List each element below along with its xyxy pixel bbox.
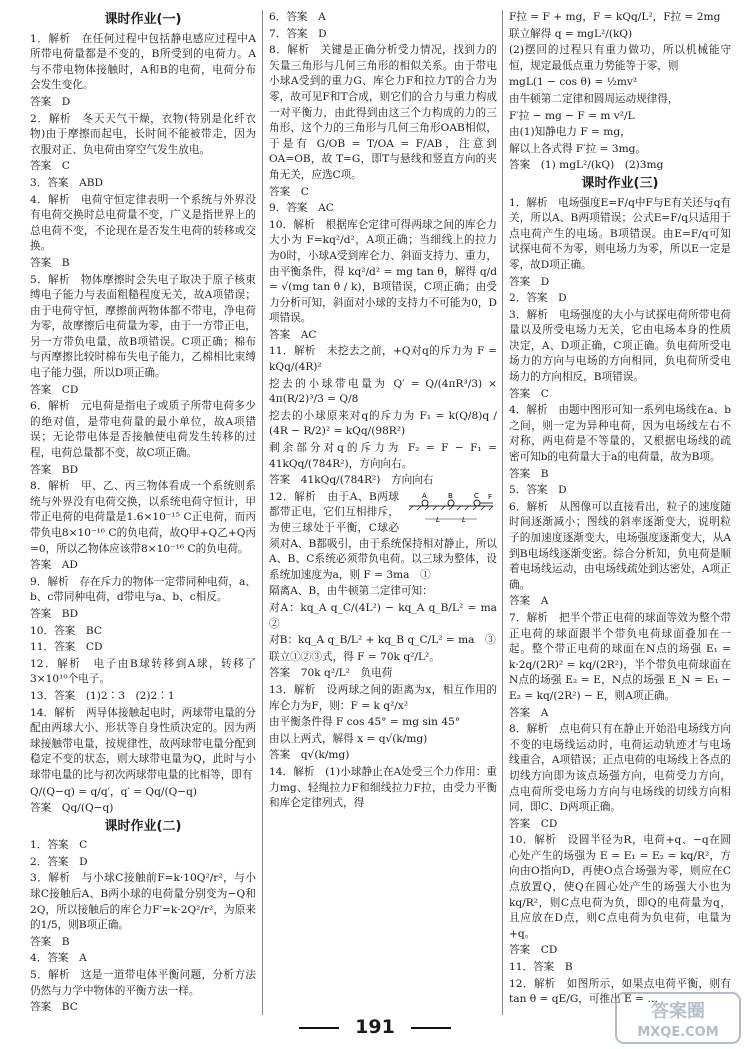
answer-item: 13．答案 (1)2∶3 (2)2∶1 <box>30 689 175 702</box>
answer-item: 7．解析 把半个带正电荷的球面等效为整个带正电荷的球面跟半个带负电荷球面叠加在一起。整个带正电荷的球面在N点的场强 E₁ = k·2q/(2R)² = kq/(2R²)，半个带负电荷球面在N点的场强 E₂ = E，N点的场强 E_N = E₁ − E₂ = kq/(2R²) − E，则A项正确。 <box>509 611 731 702</box>
answer-item: 答案 C <box>269 185 309 198</box>
answer-item: 5．解析 物体摩擦时会失电子取决于原子核束缚电子能力与表面粗糙程度无关，故A项错误；由于电荷守恒，摩擦前两物体都不带电，净电荷为零，故摩擦后电荷量为零，由于一方带正电，另一方带负电量，故B项错误。C项正确；棉布与丙摩擦比较时棉布失电子能力，乙棉相比束缚电子能力强，所以D项正确。 <box>30 273 256 380</box>
answer-item: 13．解析 设两球之间的距离为x，相互作用的库仑力为F，则：F = k q²/x² <box>269 683 497 712</box>
answer-item: 答案 D <box>509 275 550 288</box>
answer-item: 答案 CD <box>509 944 558 957</box>
answer-item: 5．解析 这是一道带电体平衡问题，分析方法仍然与力学中物体的平衡方法一样。 <box>30 969 256 997</box>
answer-item: 由平衡条件得 F cos 45° = mg sin 45° <box>269 716 461 729</box>
answer-item: 11．答案 B <box>509 961 573 974</box>
answer-item: 对A：kq_A q_C/(4L²) − kq_A q_B/L² = ma ② <box>269 601 508 630</box>
answer-item: 答案 C <box>30 160 70 173</box>
answer-list-2 <box>30 838 256 1016</box>
answer-item: 联立解得 q = mgL²/(kQ) <box>509 27 633 40</box>
answer-item: 答案 A <box>509 706 549 719</box>
answer-item: 9．解析 存在斥力的物体一定带同种电荷，a、b、c带同种电荷，d带电与a、b、c相反。 <box>30 575 256 604</box>
answer-item: 1．解析 在任何过程中包括静电感应过程中A所带电荷量都是不变的，B所受到的电荷力。A与不带电物体接触时，A和B的电荷，电荷分布会发生变化。 <box>30 32 256 92</box>
label-a: A <box>422 491 427 500</box>
answer-item: Q/(Q−q) = q/q′，q′ = Qq/(Q−q) <box>30 785 198 798</box>
watermark-logo <box>614 991 742 1045</box>
answer-item: 答案 BC <box>30 1001 78 1014</box>
answer-item: 4．答案 A <box>30 952 87 965</box>
answer-item: 2．答案 D <box>30 855 88 868</box>
answer-item: 9．答案 AC <box>269 202 334 215</box>
answer-item: 10．解析 设圆半径为R，电荷+q、−q在圆心处产生的场强为 E = E₁ = E₂ = kq/R²，方向由O指向D，再使O点合场强为零，则应在C点放置Q，使Q在圆心处产生的场强大小也为kq/R²，则C点电荷为负，即Q的电荷量为q，且应放在D点，则C点电荷为负电荷，电量为+q。 <box>509 834 731 940</box>
answer-item: (2)摆回的过程只有重力做功，所以机械能守恒，规定最低点重力势能等于零，则 <box>509 44 731 72</box>
label-c: C <box>474 491 479 500</box>
footer-rule-right <box>411 1027 451 1029</box>
answer-item: 14．解析 两导体接触起电时，两球带电量的分配由两球大小、形状等自身性质决定的。因为两球接触带电量，按规律性，故两球带电量分配到稳定不变的状态，则大球带电量为Q，此时与小球带电量的比与初次两球带电量的比相等，即有 <box>30 706 256 781</box>
answer-item: 6．解析 元电荷是指电子或质子所带电荷多少的绝对值，是带电荷量的最小单位，故A项错误；无论带电体是否接触使电荷发生转移的过程，电荷总量都不变，故C项正确。 <box>30 400 256 460</box>
answer-item: 答案 BD <box>30 607 79 620</box>
section-title-1: 课时作业(一) <box>104 12 182 27</box>
answer-item: 答案 B <box>30 935 70 948</box>
answer-item: 答案 q√(k/mg) <box>269 749 350 762</box>
answer-item: 解以上各式得 F′拉 = 3mg。 <box>509 142 647 155</box>
answer-item: 答案 A <box>509 595 549 608</box>
answer-item: 10．答案 BC <box>30 624 102 637</box>
answer-list-1 <box>30 32 256 817</box>
answer-item: 12．解析 如图所示，如果点电荷平衡，则有 tan θ = qE/G，可推出 E = … <box>509 977 731 1006</box>
answer-item: 2．解析 冬天天气干燥，衣物(特别是化纤衣物)由于摩擦而起电，长时间不能被带走，因为衣服对正、负电荷由穿空气发生放电。 <box>30 112 256 156</box>
answer-item: 答案 C <box>509 387 549 400</box>
answer-item: 答案 (1) mgL²/(kQ) (2)3mg <box>509 159 664 172</box>
answer-item: 由以上两式，解得 x = q√(k/mg) <box>269 732 428 745</box>
answer-item: 12．解析 电子由B球转移到A球，转移了3×10¹⁰个电子。 <box>30 657 256 686</box>
answer-item: 14．解析 (1)小球静止在A处受三个力作用：重力mg、轻绳拉力F和细线拉力F拉，由受力平衡和库仑定律列式，得 <box>269 765 497 810</box>
column-middle <box>262 10 508 1015</box>
answer-item: 4．解析 电荷守恒定律表明一个系统与外界没有电荷交换时总电荷量不变，广义是指世界上的总电荷不变，不论现在是否发生电荷的转移或交换。 <box>30 193 256 253</box>
column-left <box>30 10 256 1015</box>
section-title-3: 课时作业(三) <box>581 175 659 191</box>
answer-item: mgL(1 − cos θ) = ½mv² <box>509 76 638 89</box>
answer-item: 1．答案 C <box>30 839 88 852</box>
answer-item: 答案 D <box>30 95 71 108</box>
answer-item: 答案 70k q²/L² 负电荷 <box>269 667 393 680</box>
answer-item: 12．解析 由于A、B两球都带正电，它们互相排斥，为使三球处于平衡，C球必须对A、B都吸引，由于系统保持相对静止，所以A、B、C系统必须带负电荷。以三球为整体，设系统加速度为a，则 F = 3ma ① <box>269 490 497 581</box>
answer-item: 4．解析 由题中图形可知一系列电场线在a、b之间，则一定为异种电荷，因为电场线左右不对称，两电荷是不等量的，又根据电场线的疏密可知b的电荷量大于a的电荷量，故为B项。 <box>509 404 731 464</box>
answer-item: 6．答案 A <box>269 11 326 23</box>
section-title-2: 课时作业(二) <box>104 818 182 834</box>
answer-item: 答案 B <box>509 467 549 480</box>
answer-item: 答案 CD <box>30 383 79 396</box>
answer-item: 答案 Qq/(Q−q) <box>30 802 114 815</box>
answer-item: 答案 BD <box>30 463 79 476</box>
answer-item: 剩余部分对q的斥力为 F₂ = F − F₁ = 41kQq/(784R²)，方向向右。 <box>269 442 497 470</box>
page-number: 191 <box>355 1016 395 1038</box>
answer-item: 11．答案 CD <box>30 641 103 654</box>
answer-item: 8．解析 甲、乙、丙三物体看成一个系统则系统与外界没有电荷交换，以系统电荷守恒计，甲带正电荷的电荷量是1.6×10⁻¹⁵ C正电荷，而丙带负电8×10⁻¹⁶ C的负电荷，故Q甲+Q乙+Q丙=0，所以乙物体应该带8×10⁻¹⁶ C的负电荷。 <box>30 480 256 555</box>
answer-item: 11．解析 未挖去之前，+Q对q的斥力为 F = kQq/(4R)² <box>269 345 497 374</box>
answer-item: 由(1)知静电力 F = mg， <box>509 126 631 139</box>
answer-item: 挖去的小球带电量为 Q′ = Q/(4πR³/3) × 4π(R/2)³/3 = Q/8 <box>269 377 497 406</box>
answer-item: 答案 41kQq/(784R²) 方向向右 <box>269 474 434 487</box>
answer-item: 由牛顿第二定律和圆周运动规律得， <box>509 92 679 105</box>
answer-item: 7．答案 D <box>269 27 327 40</box>
answer-item: 答案 CD <box>509 817 558 830</box>
answer-item: 5．答案 D <box>509 484 567 497</box>
hatching <box>409 506 493 510</box>
answer-item: 2．答案 D <box>509 292 567 305</box>
label-l1: L <box>436 515 440 524</box>
answer-item: 3．答案 ABD <box>30 176 104 189</box>
watermark-title: 答案圈 <box>651 1001 705 1022</box>
label-b: B <box>448 491 453 500</box>
answer-item: 答案 AC <box>269 328 317 341</box>
watermark-url: MXQE.COM <box>637 1025 719 1040</box>
answer-item: 1．解析 电场强度E=F/q中F与E有关还与q有关，所以A、B两项错误；公式E=F/q只适用于点电荷产生的电场。B项错误。由E=F/q可知试探电荷不为零，则电场力为零，所以E一定是零，故D项正确。 <box>509 196 731 271</box>
answer-item: 8．解析 点电荷只有在静止开始沿电场线方向不变的电场线运动时，电荷运动轨迹才与电场线重合，A项错误；正点电荷的电场线上各点的切线方向即为该点场强方向，电荷受力方向，点电荷所受电场力方向与电场线的切线方向相同，即C、D两项正确。 <box>509 723 731 814</box>
answer-item: 隔离A、B，由牛顿第二定律可知： <box>269 585 433 598</box>
answer-item: 8．解析 关键是正确分析受力情况，找到力的矢量三角形与几何三角形的相似关系。由于带电小球A受到的重力G、库仑力F和拉力T的合力为零，故可见F和T合成，则它们的合力与重力构成一对平衡力，由此得到由这三个力构成的力的三角形，这个力的三角形与几何三角形OAB相似，于是有 G/OB = T/OA = F/AB，注意到 OA=OB，故 T=G，即T与悬线和竖直方向的夹角无关，应选C项。 <box>269 44 497 181</box>
answer-item: 3．解析 与小球C接触前F=k·10Q²/r²，与小球C接触后A、B两小球的电荷量分别变为−Q和2Q，所以接触后的库仑力F′=k·2Q²/r²，为原来的1/5，则B项正确。 <box>30 872 256 932</box>
answer-item: 挖去的小球原来对q的斥力为 F₁ = k(Q/8)q / (4R − R/2)² = kQq/(98R²) <box>269 409 497 438</box>
answer-item: 答案 AD <box>30 559 78 572</box>
ball-c <box>474 500 480 506</box>
answer-item: 对B：kq_A q_B/L² + kq_B q_C/L² = ma ③ <box>269 634 496 647</box>
answer-item: 答案 B <box>30 256 70 269</box>
charges-diagram <box>405 492 497 530</box>
answer-item: 6．解析 从图像可以直接看出，粒子的速度随时间逐渐减小；图线的斜率逐渐变大，说明粒子的加速度逐渐变大，电场强度逐渐变大，从A到B电场线逐渐变密。综合分析知，负电荷是顺着电场线运动，由电场线疏处到达密处，A项正确。 <box>509 500 731 591</box>
footer-rule-left <box>299 1027 339 1029</box>
column-right <box>502 10 731 1015</box>
ball-a <box>422 500 428 506</box>
answer-item: F′拉 − mg − F = m v²/L <box>509 109 635 122</box>
answer-item: 联立①②③式，得 F = 70k q²/L²。 <box>269 650 440 663</box>
ball-b <box>448 500 454 506</box>
label-f: F <box>488 492 493 501</box>
label-l2: L <box>462 515 466 524</box>
answer-item: F拉 = F + mg，F = kQq/L²，F拉 = 2mg <box>509 11 721 23</box>
answer-item: 10．解析 根据库仑定律可得两球之间的库仑力大小为 F=kq²/d²，A项正确；当细线上的拉力为0时，小球A受到库仑力、斜面支持力、重力，由平衡条件，得 kq²/d² = mg tan θ，解得 q/d = √(mg tan θ / k)，B项错误，C项正确；由受力分析可知，斜面对小球的支持力不可能为0，D项错误。 <box>269 218 497 325</box>
answer-item: 3．解析 电场强度的大小与试探电荷所带电荷量以及所受电场力无关，它由电场本身的性质决定，A、D项正确，C项正确。负电荷所受电场力的方向与电场的方向相同，负电荷所受电场力的方向相反，B项错误。 <box>509 308 731 384</box>
